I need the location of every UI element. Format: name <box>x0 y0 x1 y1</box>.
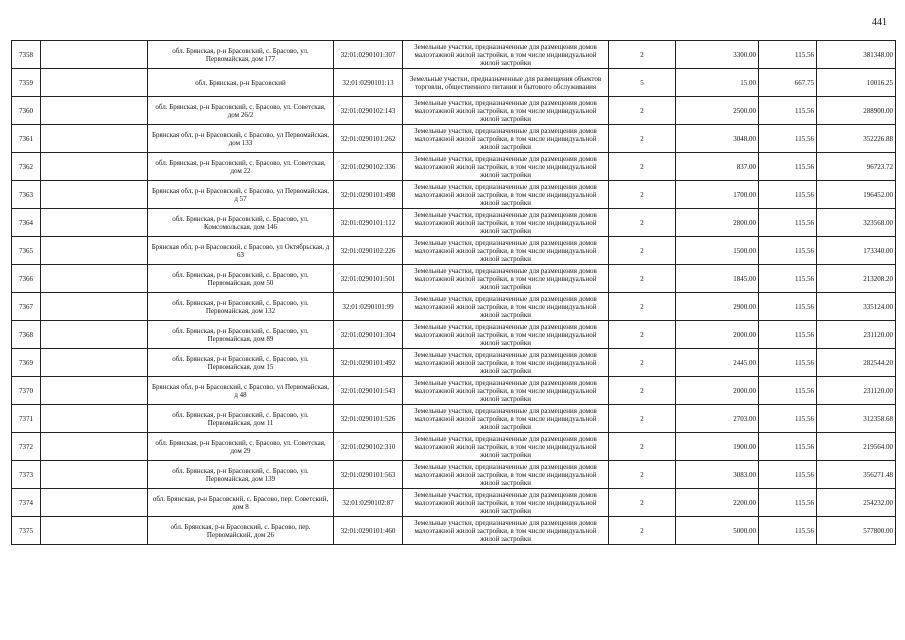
table-row <box>12 293 896 321</box>
area-cell: 15.00 <box>676 69 759 97</box>
table-row <box>12 433 896 461</box>
table-row <box>12 237 896 265</box>
group-code-cell: 2 <box>609 237 676 265</box>
cadastral-number-cell: 32:01:0290101:13 <box>334 69 403 97</box>
area-cell: 2900.00 <box>676 293 759 321</box>
area-cell: 1900.00 <box>676 433 759 461</box>
address-cell: обл. Брянская, р-н Брасовский, с. Брасово, ул. Первомайская, дом 177 <box>148 41 334 69</box>
area-cell: 1700.00 <box>676 181 759 209</box>
cadastral-number-cell: 32:01:0290101:501 <box>334 265 403 293</box>
blank-cell <box>41 97 148 125</box>
group-code-cell: 2 <box>609 489 676 517</box>
blank-cell <box>41 153 148 181</box>
cadastral-number-cell: 32:01:0290101:492 <box>334 349 403 377</box>
address-cell: обл. Брянская, р-н Брасовский, с. Брасово, пер. Первомайский, дом 26 <box>148 517 334 545</box>
address-cell: Брянская обл, р-н Брасовский, с Брасово, ул Первомайская, дом 133 <box>148 125 334 153</box>
table-row <box>12 321 896 349</box>
cadastral-value-cell: 352226.88 <box>817 125 896 153</box>
group-code-cell: 2 <box>609 405 676 433</box>
group-code-cell: 2 <box>609 181 676 209</box>
address-cell: обл. Брянская, р-н Брасовский, с. Брасово, ул. Первомайская, дом 50 <box>148 265 334 293</box>
blank-cell <box>41 377 148 405</box>
cadastral-value-cell: 335124.00 <box>817 293 896 321</box>
specific-value-cell: 115.56 <box>759 181 817 209</box>
land-use-cell: Земельные участки, предназначенные для размещения домов малоэтажной жилой застройки, в том числе индивидуальной жилой застройки <box>403 349 609 377</box>
cadastral-value-table <box>11 40 896 545</box>
blank-cell <box>41 489 148 517</box>
blank-cell <box>41 41 148 69</box>
specific-value-cell: 115.56 <box>759 265 817 293</box>
group-code-cell: 2 <box>609 433 676 461</box>
specific-value-cell: 115.56 <box>759 41 817 69</box>
cadastral-number-cell: 32:01:0290101:112 <box>334 209 403 237</box>
cadastral-value-cell: 577800.00 <box>817 517 896 545</box>
row-number: 7375 <box>12 517 41 545</box>
row-number: 7364 <box>12 209 41 237</box>
group-code-cell: 2 <box>609 377 676 405</box>
address-cell: обл. Брянская, р-н Брасовский, с. Брасово, ул. Первомайская, дом 139 <box>148 461 334 489</box>
address-cell: обл. Брянская, р-н Брасовский, с. Брасово, ул. Советская, дом 22 <box>148 153 334 181</box>
address-cell: обл. Брянская, р-н Брасовский <box>148 69 334 97</box>
cadastral-number-cell: 32:01:0290102:226 <box>334 237 403 265</box>
cadastral-number-cell: 32:01:0290101:262 <box>334 125 403 153</box>
table-body <box>12 41 896 545</box>
cadastral-number-cell: 32:01:0290102:310 <box>334 433 403 461</box>
specific-value-cell: 115.56 <box>759 489 817 517</box>
address-cell: обл. Брянская, р-н Брасовский, с. Брасово, ул. Первомайская, дом 15 <box>148 349 334 377</box>
cadastral-number-cell: 32:01:0290101:307 <box>334 41 403 69</box>
row-number: 7373 <box>12 461 41 489</box>
row-number: 7367 <box>12 293 41 321</box>
row-number: 7363 <box>12 181 41 209</box>
address-cell: обл. Брянская, р-н Брасовский, с. Брасово, ул. Советская, дом 26/2 <box>148 97 334 125</box>
cadastral-value-cell: 254232.00 <box>817 489 896 517</box>
row-number: 7365 <box>12 237 41 265</box>
area-cell: 837.00 <box>676 153 759 181</box>
cadastral-value-cell: 173340.00 <box>817 237 896 265</box>
address-cell: обл. Брянская, р-н Брасовский, с. Брасово, пер. Советский, дом 8 <box>148 489 334 517</box>
area-cell: 2445.00 <box>676 349 759 377</box>
group-code-cell: 2 <box>609 209 676 237</box>
cadastral-value-cell: 312358.68 <box>817 405 896 433</box>
row-number: 7368 <box>12 321 41 349</box>
row-number: 7359 <box>12 69 41 97</box>
specific-value-cell: 115.56 <box>759 433 817 461</box>
cadastral-value-cell: 213208.20 <box>817 265 896 293</box>
cadastral-number-cell: 32:01:0290101:526 <box>334 405 403 433</box>
row-number: 7374 <box>12 489 41 517</box>
table-row <box>12 517 896 545</box>
address-cell: обл. Брянская, р-н Брасовский, с. Брасово, ул. Первомайская, дом 11 <box>148 405 334 433</box>
land-use-cell: Земельные участки, предназначенные для размещения домов малоэтажной жилой застройки, в том числе индивидуальной жилой застройки <box>403 181 609 209</box>
table-row <box>12 41 896 69</box>
cadastral-number-cell: 32:01:0290101:543 <box>334 377 403 405</box>
land-use-cell: Земельные участки, предназначенные для размещения домов малоэтажной жилой застройки, в том числе индивидуальной жилой застройки <box>403 153 609 181</box>
group-code-cell: 2 <box>609 293 676 321</box>
blank-cell <box>41 349 148 377</box>
group-code-cell: 2 <box>609 125 676 153</box>
row-number: 7360 <box>12 97 41 125</box>
blank-cell <box>41 321 148 349</box>
area-cell: 5000.00 <box>676 517 759 545</box>
specific-value-cell: 115.56 <box>759 293 817 321</box>
area-cell: 2000.00 <box>676 377 759 405</box>
cadastral-value-cell: 381348.00 <box>817 41 896 69</box>
land-use-cell: Земельные участки, предназначенные для размещения домов малоэтажной жилой застройки, в том числе индивидуальной жилой застройки <box>403 405 609 433</box>
specific-value-cell: 115.56 <box>759 237 817 265</box>
address-cell: Брянская обл, р-н Брасовский, с Брасово, ул Первомайская, д 48 <box>148 377 334 405</box>
blank-cell <box>41 433 148 461</box>
address-cell: обл. Брянская, р-н Брасовский, с. Брасово, ул. Первомайская, дом 89 <box>148 321 334 349</box>
row-number: 7361 <box>12 125 41 153</box>
area-cell: 2500.00 <box>676 97 759 125</box>
cadastral-number-cell: 32:01:0290101:498 <box>334 181 403 209</box>
blank-cell <box>41 461 148 489</box>
group-code-cell: 2 <box>609 321 676 349</box>
table-row <box>12 461 896 489</box>
area-cell: 2000.00 <box>676 321 759 349</box>
table-row <box>12 209 896 237</box>
cadastral-value-cell: 196452.00 <box>817 181 896 209</box>
group-code-cell: 2 <box>609 41 676 69</box>
blank-cell <box>41 293 148 321</box>
blank-cell <box>41 125 148 153</box>
table-row <box>12 153 896 181</box>
blank-cell <box>41 209 148 237</box>
land-use-cell: Земельные участки, предназначенные для размещения домов малоэтажной жилой застройки, в том числе индивидуальной жилой застройки <box>403 41 609 69</box>
land-use-cell: Земельные участки, предназначенные для размещения домов малоэтажной жилой застройки, в том числе индивидуальной жилой застройки <box>403 237 609 265</box>
specific-value-cell: 115.56 <box>759 97 817 125</box>
land-use-cell: Земельные участки, предназначенные для размещения домов малоэтажной жилой застройки, в том числе индивидуальной жилой застройки <box>403 293 609 321</box>
land-use-cell: Земельные участки, предназначенные для размещения домов малоэтажной жилой застройки, в том числе индивидуальной жилой застройки <box>403 321 609 349</box>
address-cell: Брянская обл, р-н Брасовский, с Брасово, ул Первомайская, д 57 <box>148 181 334 209</box>
table-row <box>12 349 896 377</box>
specific-value-cell: 115.56 <box>759 377 817 405</box>
specific-value-cell: 115.56 <box>759 209 817 237</box>
specific-value-cell: 115.56 <box>759 517 817 545</box>
cadastral-number-cell: 32:01:0290102:336 <box>334 153 403 181</box>
blank-cell <box>41 405 148 433</box>
row-number: 7358 <box>12 41 41 69</box>
specific-value-cell: 115.56 <box>759 461 817 489</box>
area-cell: 2200.00 <box>676 489 759 517</box>
land-use-cell: Земельные участки, предназначенные для размещения домов малоэтажной жилой застройки, в том числе индивидуальной жилой застройки <box>403 489 609 517</box>
cadastral-number-cell: 32:01:0290101:99 <box>334 293 403 321</box>
specific-value-cell: 115.56 <box>759 321 817 349</box>
specific-value-cell: 115.56 <box>759 349 817 377</box>
group-code-cell: 2 <box>609 265 676 293</box>
specific-value-cell: 115.56 <box>759 405 817 433</box>
address-cell: Брянская обл, р-н Брасовский, с Брасово, ул Октябрьская, д 63 <box>148 237 334 265</box>
blank-cell <box>41 265 148 293</box>
land-use-cell: Земельные участки, предназначенные для размещения домов малоэтажной жилой застройки, в том числе индивидуальной жилой застройки <box>403 125 609 153</box>
table-row <box>12 97 896 125</box>
row-number: 7362 <box>12 153 41 181</box>
table-row <box>12 69 896 97</box>
area-cell: 1500.00 <box>676 237 759 265</box>
land-use-cell: Земельные участки, предназначенные для размещения домов малоэтажной жилой застройки, в том числе индивидуальной жилой застройки <box>403 461 609 489</box>
blank-cell <box>41 237 148 265</box>
land-use-cell: Земельные участки, предназначенные для размещения домов малоэтажной жилой застройки, в том числе индивидуальной жилой застройки <box>403 209 609 237</box>
group-code-cell: 2 <box>609 97 676 125</box>
row-number: 7371 <box>12 405 41 433</box>
blank-cell <box>41 181 148 209</box>
area-cell: 2703.00 <box>676 405 759 433</box>
cadastral-number-cell: 32:01:0290101:460 <box>334 517 403 545</box>
area-cell: 3048.00 <box>676 125 759 153</box>
cadastral-value-cell: 219564.00 <box>817 433 896 461</box>
group-code-cell: 5 <box>609 69 676 97</box>
cadastral-value-cell: 10016.25 <box>817 69 896 97</box>
table-row <box>12 265 896 293</box>
area-cell: 3083.00 <box>676 461 759 489</box>
cadastral-value-cell: 231120.00 <box>817 377 896 405</box>
group-code-cell: 2 <box>609 461 676 489</box>
cadastral-value-cell: 288900.00 <box>817 97 896 125</box>
cadastral-value-cell: 323568.00 <box>817 209 896 237</box>
row-number: 7370 <box>12 377 41 405</box>
page-number: 441 <box>872 17 887 28</box>
area-cell: 2800.00 <box>676 209 759 237</box>
address-cell: обл. Брянская, р-н Брасовский, с. Брасово, ул. Первомайская, дом 132 <box>148 293 334 321</box>
area-cell: 1845.00 <box>676 265 759 293</box>
cadastral-value-cell: 96723.72 <box>817 153 896 181</box>
group-code-cell: 2 <box>609 153 676 181</box>
cadastral-value-cell: 231120.00 <box>817 321 896 349</box>
land-use-cell: Земельные участки, предназначенные для размещения домов малоэтажной жилой застройки, в том числе индивидуальной жилой застройки <box>403 517 609 545</box>
cadastral-number-cell: 32:01:0290102:87 <box>334 489 403 517</box>
row-number: 7372 <box>12 433 41 461</box>
blank-cell <box>41 69 148 97</box>
land-use-cell: Земельные участки, предназначенные для размещения объектов торговли, общественного питания и бытового обслуживания <box>403 69 609 97</box>
row-number: 7369 <box>12 349 41 377</box>
table-row <box>12 125 896 153</box>
table-row <box>12 489 896 517</box>
address-cell: обл. Брянская, р-н Брасовский, с. Брасово, ул. Советская, дом 29 <box>148 433 334 461</box>
table-row <box>12 405 896 433</box>
group-code-cell: 2 <box>609 349 676 377</box>
address-cell: обл. Брянская, р-н Брасовский, с. Брасово, ул. Комсомольская, дом 146 <box>148 209 334 237</box>
cadastral-number-cell: 32:01:0290102:143 <box>334 97 403 125</box>
land-use-cell: Земельные участки, предназначенные для размещения домов малоэтажной жилой застройки, в том числе индивидуальной жилой застройки <box>403 377 609 405</box>
table-row <box>12 181 896 209</box>
cadastral-value-cell: 356271.48 <box>817 461 896 489</box>
specific-value-cell: 115.56 <box>759 125 817 153</box>
land-use-cell: Земельные участки, предназначенные для размещения домов малоэтажной жилой застройки, в том числе индивидуальной жилой застройки <box>403 97 609 125</box>
specific-value-cell: 667.75 <box>759 69 817 97</box>
table-row <box>12 377 896 405</box>
area-cell: 3300.00 <box>676 41 759 69</box>
group-code-cell: 2 <box>609 517 676 545</box>
row-number: 7366 <box>12 265 41 293</box>
blank-cell <box>41 517 148 545</box>
cadastral-number-cell: 32:01:0290101:563 <box>334 461 403 489</box>
cadastral-value-cell: 282544.20 <box>817 349 896 377</box>
land-use-cell: Земельные участки, предназначенные для размещения домов малоэтажной жилой застройки, в том числе индивидуальной жилой застройки <box>403 433 609 461</box>
cadastral-number-cell: 32:01:0290101:304 <box>334 321 403 349</box>
specific-value-cell: 115.56 <box>759 153 817 181</box>
land-use-cell: Земельные участки, предназначенные для размещения домов малоэтажной жилой застройки, в том числе индивидуальной жилой застройки <box>403 265 609 293</box>
